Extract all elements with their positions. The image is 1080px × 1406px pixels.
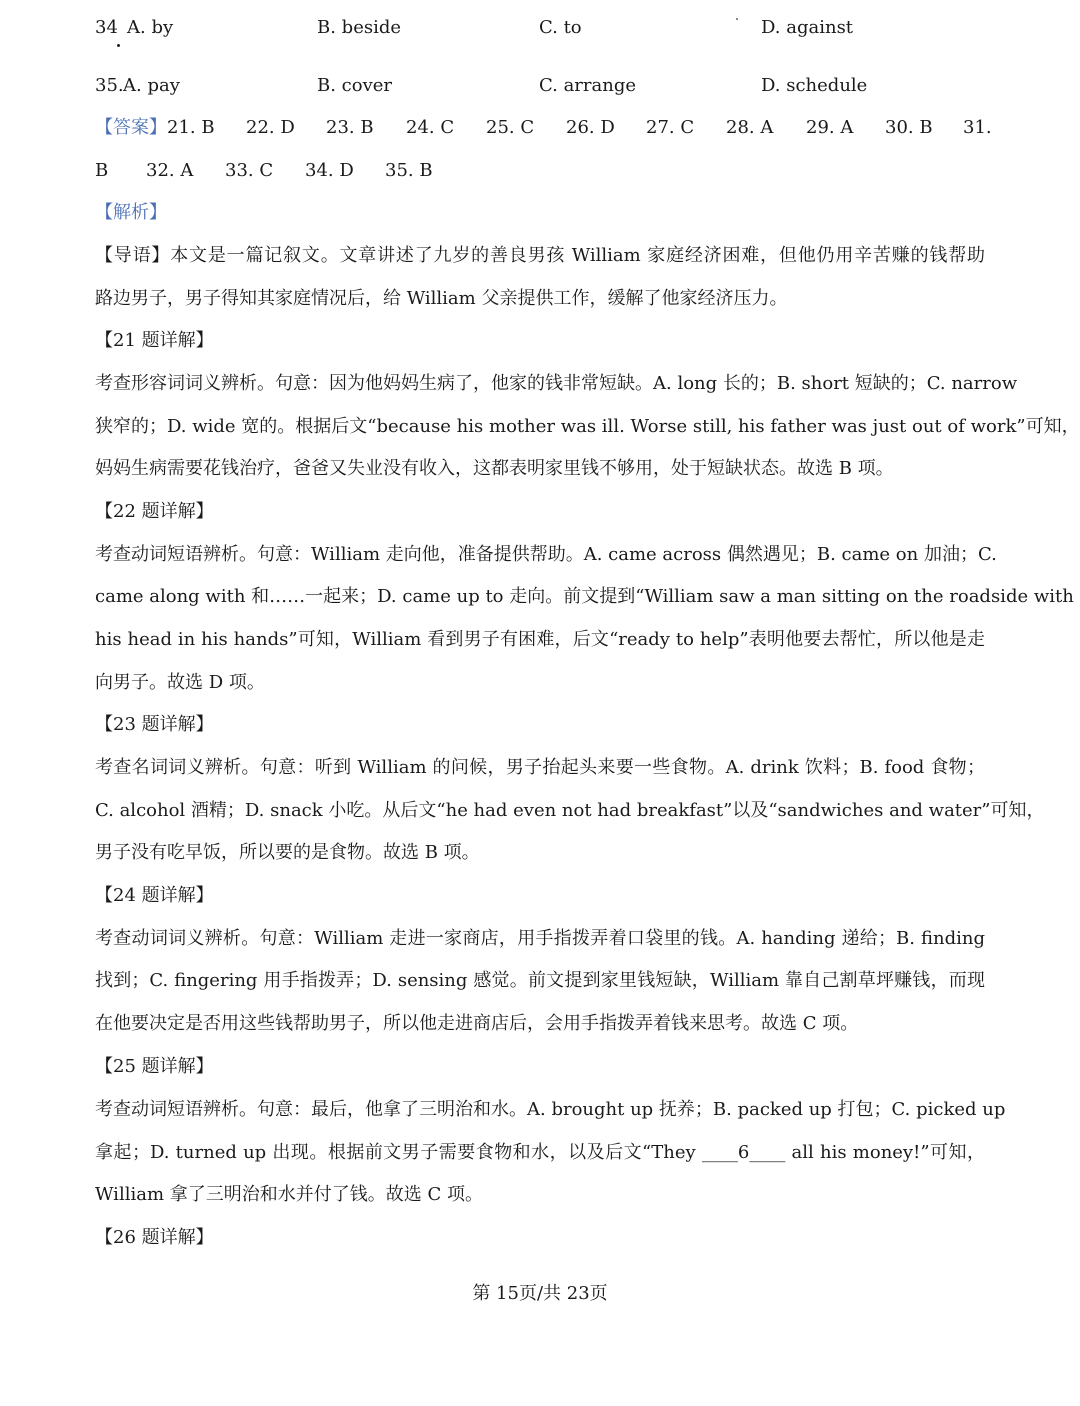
q23-explanation-line: C. alcohol 酒精；D. snack 小吃。从后文“he had even not had breakfast”以及“sandwiches and water”可知， — [95, 800, 1045, 821]
q23-heading: 【23 题详解】 — [95, 714, 214, 735]
option-d: D. schedule — [761, 75, 868, 96]
answer-item: 32. A — [146, 160, 194, 181]
q22-explanation-line: came along with 和……一起来；D. came up to 走向。前文提到“William saw a man sitting on the roadside with — [95, 586, 1074, 607]
q22-explanation-line: his head in his hands”可知，William 看到男子有困难，后文“ready to help”表明他要去帮忙，所以他是走 — [95, 629, 985, 650]
option-a: A. pay — [123, 75, 180, 96]
q21-heading: 【21 题详解】 — [95, 330, 214, 351]
answer-label: 【答案】 — [95, 117, 167, 138]
q23-explanation-line: 考查名词词义辨析。句意：听到 William 的问候，男子抬起头来要一些食物。A. drink 饮料；B. food 食物； — [95, 757, 985, 778]
option-b: B. beside — [317, 17, 402, 38]
option-c: C. to — [539, 17, 582, 38]
q22-heading: 【22 题详解】 — [95, 501, 214, 522]
answer-item: B — [95, 160, 109, 181]
q24-heading: 【24 题详解】 — [95, 885, 214, 906]
option-b: B. cover — [317, 75, 393, 96]
answer-item: 27. C — [646, 117, 695, 138]
q26-heading: 【26 题详解】 — [95, 1227, 214, 1248]
stray-dot-mark — [117, 44, 120, 47]
question-number: 35. — [95, 75, 124, 96]
answer-item: 31. — [963, 117, 992, 138]
answer-item: 28. A — [726, 117, 774, 138]
option-a: A. by — [127, 17, 174, 38]
answer-item: 24. C — [406, 117, 455, 138]
answer-item: 29. A — [806, 117, 854, 138]
answer-item: 30. B — [885, 117, 933, 138]
question-number: 34 — [95, 17, 118, 38]
answer-item: 23. B — [326, 117, 374, 138]
option-c: C. arrange — [539, 75, 637, 96]
intro-line: 【导语】本文是一篇记叙文。文章讲述了九岁的善良男孩 William 家庭经济困难，但他仍用辛苦赚的钱帮助 — [95, 245, 985, 266]
q24-explanation-line: 找到；C. fingering 用手指拨弄；D. sensing 感觉。前文提到家里钱短缺，William 靠自己割草坪赚钱，而现 — [95, 970, 985, 991]
answer-item: 26. D — [566, 117, 615, 138]
q21-explanation-line: 考查形容词词义辨析。句意：因为他妈妈生病了，他家的钱非常短缺。A. long 长的；B. short 短缺的；C. narrow — [95, 373, 1018, 394]
intro-line: 路边男子，男子得知其家庭情况后，给 William 父亲提供工作，缓解了他家经济压力。 — [95, 288, 788, 309]
page-number-footer: 第 15页/共 23页 — [472, 1283, 608, 1304]
q21-explanation-line: 妈妈生病需要花钱治疗，爸爸又失业没有收入，这都表明家里钱不够用，处于短缺状态。故选 B 项。 — [95, 458, 894, 479]
q22-explanation-line: 考查动词短语辨析。句意：William 走向他，准备提供帮助。A. came across 偶然遇见；B. came on 加油；C. — [95, 544, 997, 565]
option-d: D. against — [761, 17, 854, 38]
q25-heading: 【25 题详解】 — [95, 1056, 214, 1077]
answer-item: 33. C — [225, 160, 274, 181]
answer-item: 35. B — [385, 160, 433, 181]
q23-explanation-line: 男子没有吃早饭，所以要的是食物。故选 B 项。 — [95, 842, 480, 863]
analysis-label: 【解析】 — [95, 202, 167, 223]
answer-item: 21. B — [167, 117, 215, 138]
q21-explanation-line: 狭窄的；D. wide 宽的。根据后文“because his mother was ill. Worse still, his father was just out of work”可知， — [95, 416, 1080, 437]
q25-explanation-line: William 拿了三明治和水并付了钱。故选 C 项。 — [95, 1184, 483, 1205]
q25-explanation-line: 考查动词短语辨析。句意：最后，他拿了三明治和水。A. brought up 抚养；B. packed up 打包；C. picked up — [95, 1099, 1006, 1120]
answer-item: 22. D — [246, 117, 295, 138]
answer-item: 25. C — [486, 117, 535, 138]
answer-item: 34. D — [305, 160, 354, 181]
q25-explanation-line: 拿起；D. turned up 出现。根据前文男子需要食物和水，以及后文“They ____6____ all his money!”可知， — [95, 1142, 985, 1163]
stray-tick-mark — [736, 18, 738, 20]
q24-explanation-line: 在他要决定是否用这些钱帮助男子，所以他走进商店后，会用手指拨弄着钱来思考。故选 C 项。 — [95, 1013, 859, 1034]
q22-explanation-line: 向男子。故选 D 项。 — [95, 672, 265, 693]
q24-explanation-line: 考查动词词义辨析。句意：William 走进一家商店，用手指拨弄着口袋里的钱。A. handing 递给；B. finding — [95, 928, 985, 949]
